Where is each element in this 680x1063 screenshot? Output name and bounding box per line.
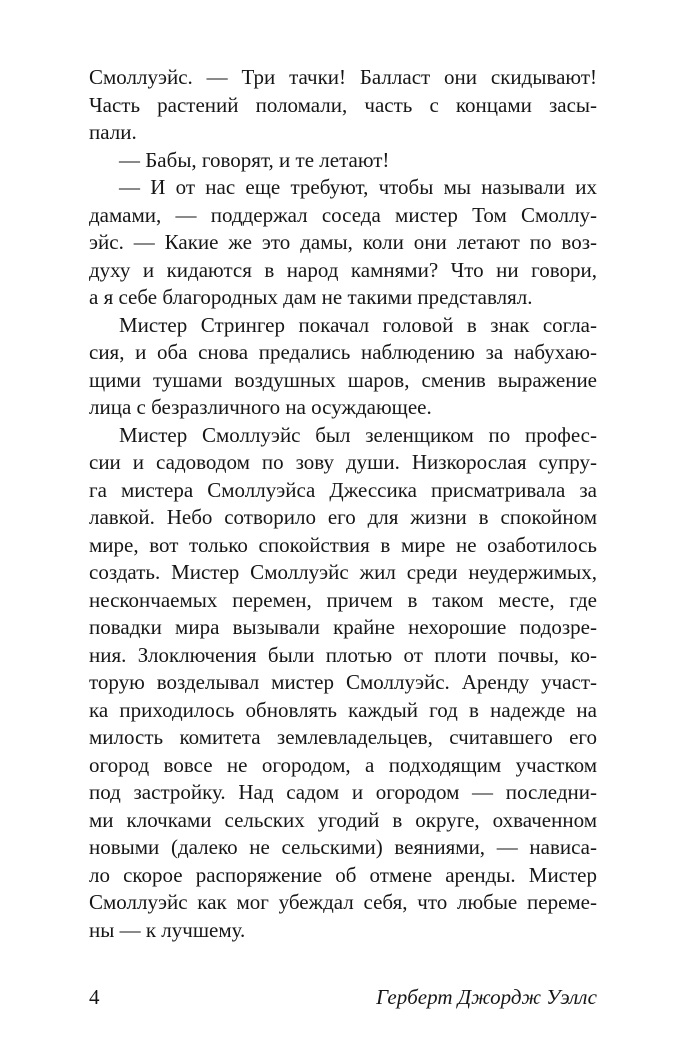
paragraph [89,64,597,147]
text-line: ния. Злоключения были плотью от плоти почвы, ко- [89,642,597,667]
text-line: га мистера Смоллуэйса Джессика присматривала за [89,477,597,502]
text-line: милость комитета землевладельцев, считавшего его [89,725,597,749]
body-text [89,64,597,944]
text-line: ло скорое распоряжение об отмене аренды. Мистер [89,862,597,887]
text-line: Смоллуэйс как мог убеждал себя, что любые переме- [89,890,597,914]
text-line: сия, и оба снова предались наблюдению за набухаю- [89,340,597,364]
text-line: лица с безразличного на осуждающее. [89,395,432,419]
text-line: духу и кидаются в народ камнями? Что ни говори, [89,257,597,282]
text-line: сии и садоводом по зову души. Низкорослая супру- [89,450,597,474]
text-line: новыми (далеко не сельскими) веяниями, — нависа- [89,835,597,859]
paragraph [89,147,597,175]
text-line: Мистер Смоллуэйс был зеленщиком по профес- [119,422,597,447]
text-line: лавкой. Небо сотворило его для жизни в спокойном [89,505,597,529]
text-line: ми клочками сельских угодий в округе, охваченном [89,807,597,832]
paragraph [89,312,597,422]
text-line: под застройку. Над садом и огородом — последни- [89,780,597,804]
text-line: дамами, — поддержал соседа мистер Том Смоллу- [89,202,597,227]
page-number: 4 [89,985,100,1009]
text-line: создать. Мистер Смоллуэйс жил среди неудержимых, [89,560,597,584]
text-line: эйс. — Какие же это дамы, коли они летают по воз- [89,230,597,254]
text-line: повадки мира вызывали крайне нехорошие подозре- [89,615,597,639]
text-line: Мистер Стрингер покачал головой в знак согла- [119,312,597,337]
text-line: Часть растений поломали, часть с концами засы- [89,92,597,117]
text-line: пали. [89,120,137,144]
text-line: нескончаемых перемен, причем в таком месте, где [89,587,597,612]
text-line: щими тушами воздушных шаров, сменив выражение [89,367,597,392]
page-footer [89,982,597,1012]
text-line: торую возделывал мистер Смоллуэйс. Аренду участ- [89,670,597,694]
text-line: огород вовсе не огородом, а подходящим участком [89,752,597,777]
text-line: ка приходилось обновлять каждый год в надежде на [89,697,597,722]
text-line: — И от нас еще требуют, чтобы мы называли их [119,175,597,199]
text-line: мире, вот только спокойствия в мире не озаботилось [89,532,597,557]
text-line: а я себе благородных дам не такими представлял. [89,285,533,309]
text-line: — Бабы, говорят, и те летают! [119,147,390,172]
text-line: Смоллуэйс. — Три тачки! Балласт они скидывают! [89,65,597,89]
paragraph [89,174,597,312]
text-line: ны — к лучшему. [89,917,246,942]
running-title: Герберт Джордж Уэллс [376,985,597,1009]
paragraph [89,422,597,945]
